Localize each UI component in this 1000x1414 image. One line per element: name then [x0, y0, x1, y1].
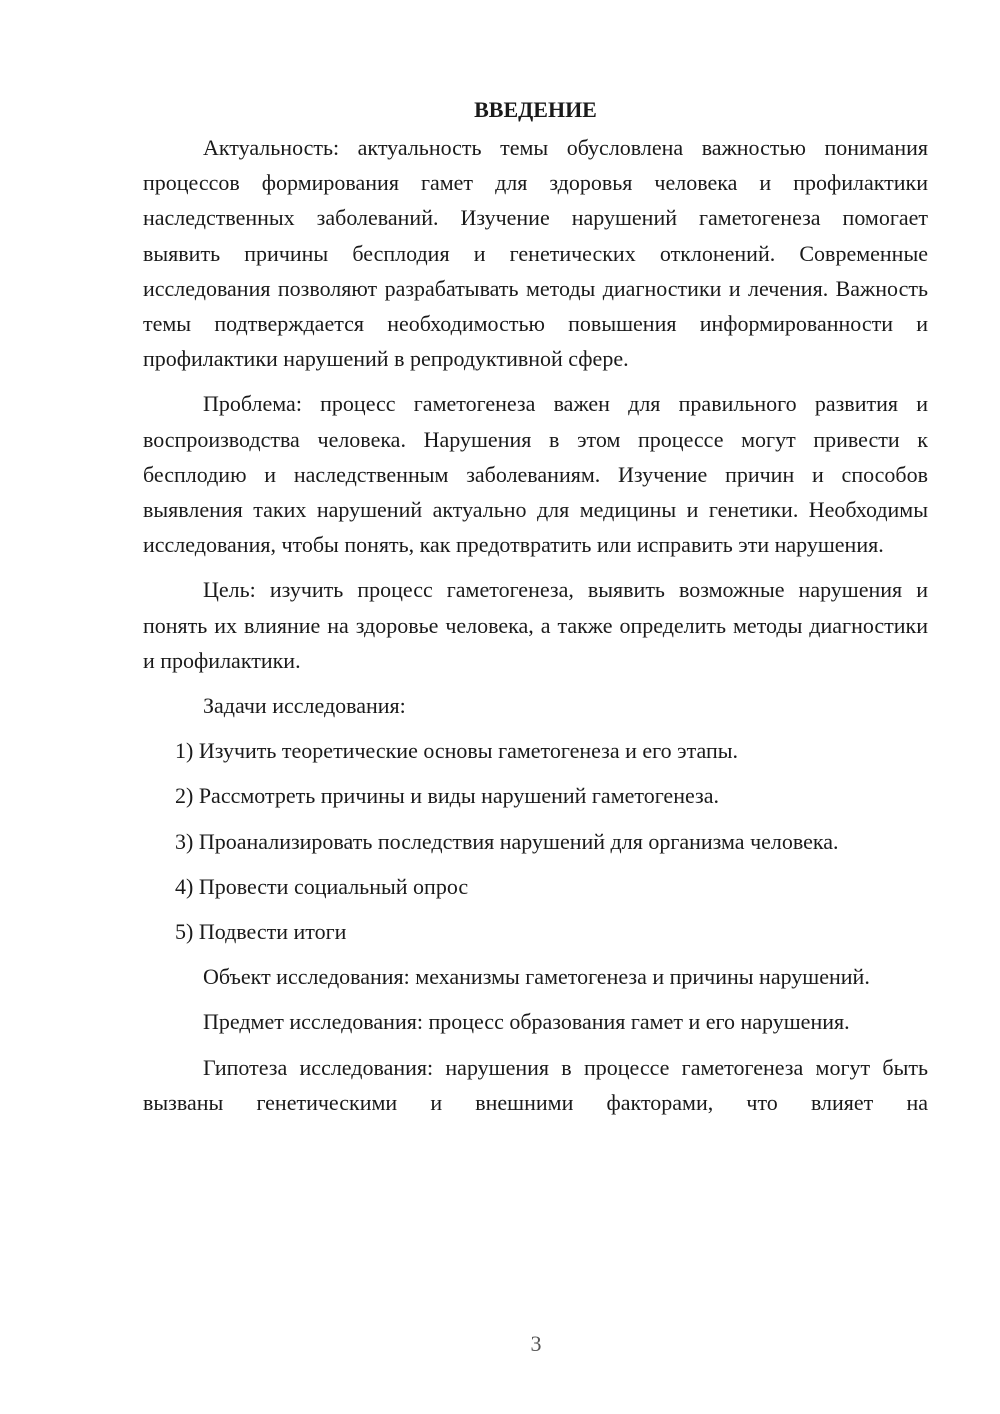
document-page	[143, 92, 928, 1120]
paragraph-hypothesis: Гипотеза исследования: нарушения в процессе гаметогенеза могут быть вызваны генетическими и внешними факторами, что влияет на	[143, 1054, 928, 1115]
tasks-title: Задачи исследования:	[203, 693, 406, 719]
paragraph-object: Объект исследования: механизмы гаметогенеза и причины нарушений.	[203, 964, 870, 990]
section-heading: ВВЕДЕНИЕ	[474, 97, 597, 122]
task-item-2: 2) Рассмотреть причины и виды нарушений гаметогенеза.	[175, 783, 719, 809]
task-item-3: 3) Проанализировать последствия нарушений для организма человека.	[175, 828, 839, 854]
paragraph-relevance: Актуальность: актуальность темы обусловлена важностью понимания процессов формирования гамет для здоровья человека и профилактики наследственных заболеваний. Изучение нарушений гаметогенеза помогает выявить причины бесплодия и генетических отклонений. Современные исследования позволяют разрабатывать методы диагностики и лечения. Важность темы подтверждается необходимостью повышения информированности и профилактики нарушений в репродуктивной сфере.	[143, 135, 928, 372]
task-item-1: 1) Изучить теоретические основы гаметогенеза и его этапы.	[175, 738, 739, 764]
paragraph-subject: Предмет исследования: процесс образования гамет и его нарушения.	[203, 1009, 850, 1035]
paragraph-goal: Цель: изучить процесс гаметогенеза, выявить возможные нарушения и понять их влияние на здоровье человека, а также определить методы диагностики и профилактики.	[143, 577, 928, 673]
task-item-4: 4) Провести социальный опрос	[175, 873, 469, 899]
page-number: 3	[530, 1331, 542, 1356]
paragraph-problem: Проблема: процесс гаметогенеза важен для правильного развития и воспроизводства человека. Нарушения в этом процессе могут привести к бесплодию и наследственным заболеваниям. Изучение причин и способов выявления таких нарушений актуально для медицины и генетики. Необходимы исследования, чтобы понять, как предотвратить или исправить эти нарушения.	[143, 391, 928, 558]
task-item-5: 5) Подвести итоги	[175, 919, 347, 945]
